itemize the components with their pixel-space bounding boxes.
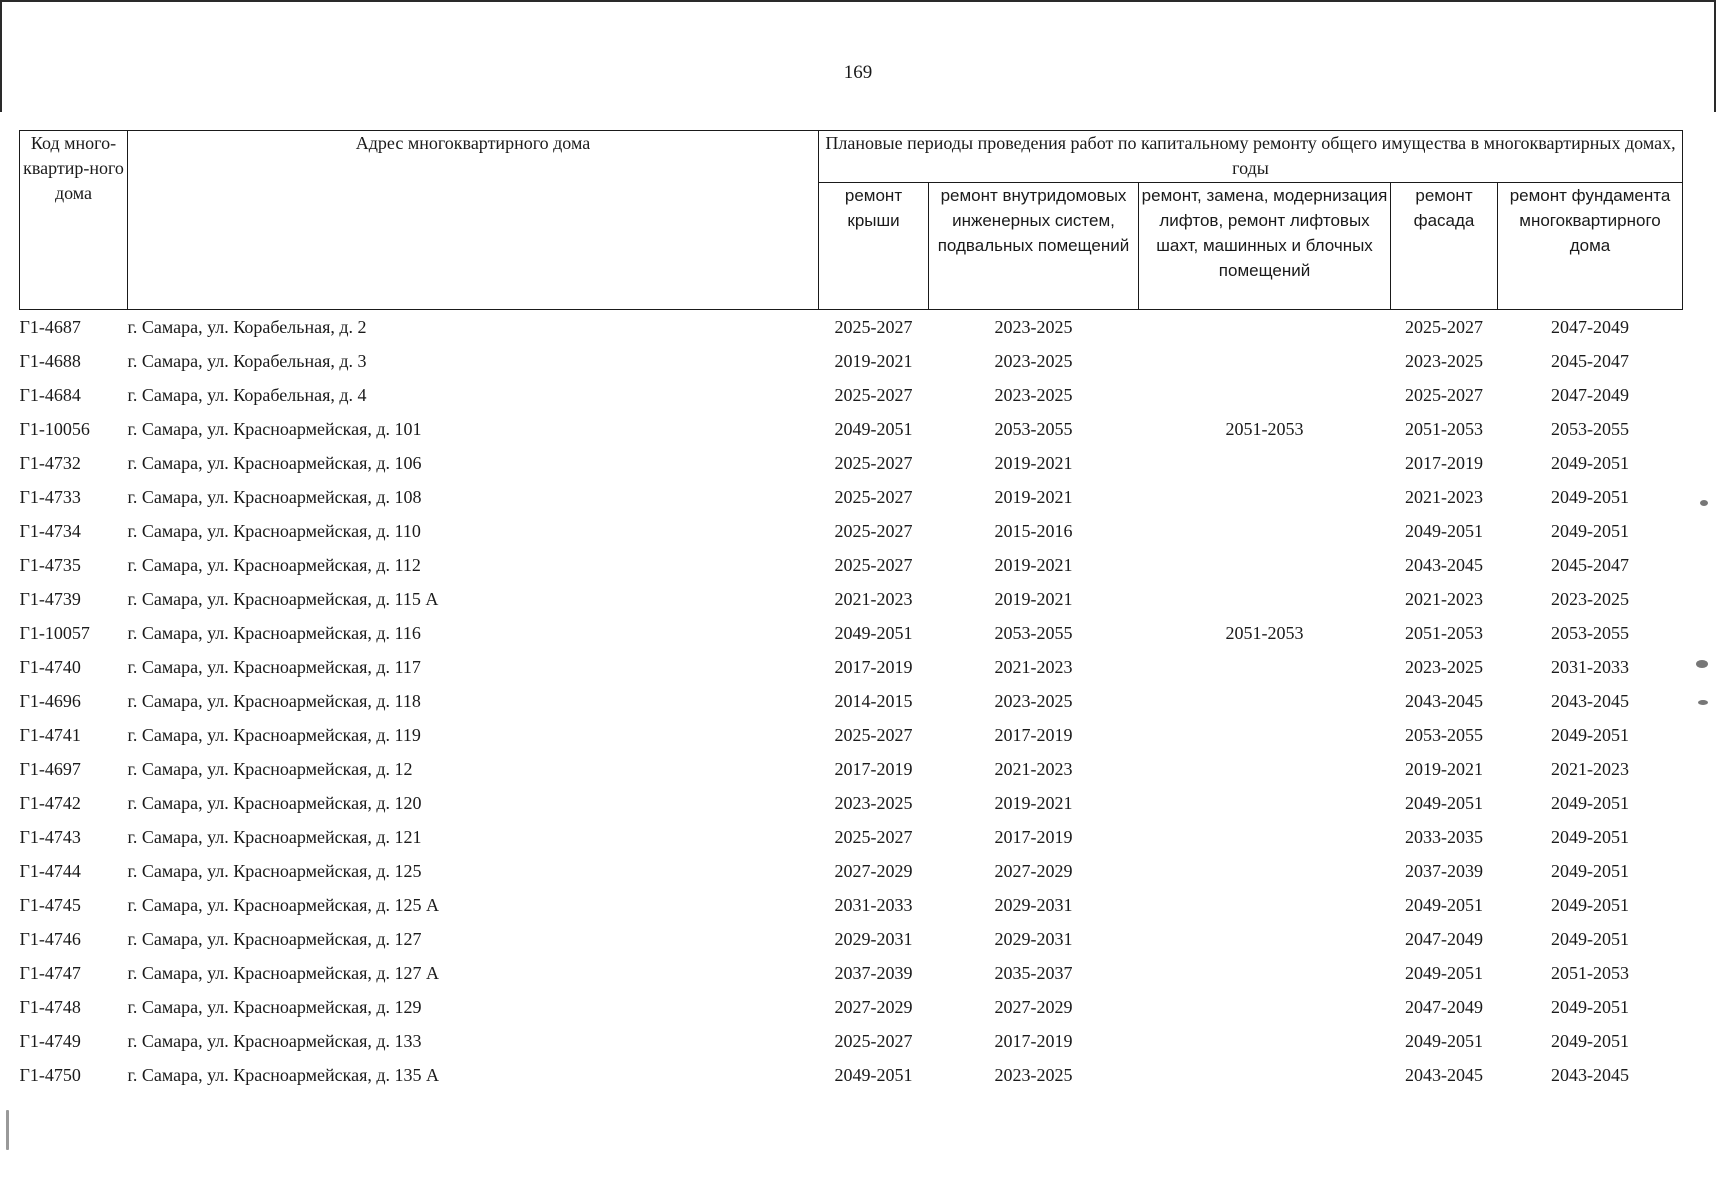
scan-left-border	[0, 0, 2, 112]
cell-elevators	[1139, 378, 1391, 412]
cell-foundation: 2049-2051	[1551, 996, 1629, 1017]
cell-facade: 2021-2023	[1405, 588, 1483, 609]
cell-address: г. Самара, ул. Красноармейская, д. 125	[127, 860, 422, 881]
cell-engineering: 2017-2019	[994, 724, 1073, 745]
cell-elevators	[1139, 888, 1391, 922]
table-row	[20, 820, 1683, 854]
cell-foundation: 2043-2045	[1551, 690, 1629, 711]
cell-engineering: 2053-2055	[994, 418, 1073, 439]
cell-engineering: 2027-2029	[994, 860, 1073, 881]
scan-top-border	[0, 0, 1716, 2]
table-row	[20, 786, 1683, 820]
table-row	[20, 616, 1683, 650]
cell-roof: 2014-2015	[834, 690, 913, 711]
cell-code: Г1-4684	[19, 384, 81, 405]
cell-address: г. Самара, ул. Красноармейская, д. 116	[127, 622, 421, 643]
cell-code: Г1-4733	[19, 486, 81, 507]
cell-address: г. Самара, ул. Красноармейская, д. 127	[127, 928, 422, 949]
cell-foundation: 2049-2051	[1551, 486, 1629, 507]
cell-elevators	[1139, 718, 1391, 752]
cell-engineering: 2023-2025	[994, 384, 1073, 405]
cell-code: Г1-4746	[19, 928, 81, 949]
cell-facade: 2023-2025	[1405, 656, 1483, 677]
header-facade: ремонт фасада	[1391, 183, 1498, 310]
cell-roof: 2017-2019	[834, 758, 913, 779]
cell-engineering: 2021-2023	[994, 656, 1073, 677]
cell-facade: 2051-2053	[1405, 418, 1483, 439]
cell-foundation: 2023-2025	[1551, 588, 1629, 609]
cell-elevators	[1139, 548, 1391, 582]
cell-facade: 2049-2051	[1405, 792, 1483, 813]
cell-address: г. Самара, ул. Красноармейская, д. 12	[127, 758, 413, 779]
cell-code: Г1-4750	[19, 1064, 81, 1085]
cell-foundation: 2049-2051	[1551, 792, 1629, 813]
cell-roof: 2049-2051	[834, 1064, 913, 1085]
cell-facade: 2021-2023	[1405, 486, 1483, 507]
cell-roof: 2025-2027	[834, 486, 913, 507]
cell-address: г. Самара, ул. Красноармейская, д. 125 А	[127, 894, 440, 915]
cell-elevators	[1139, 820, 1391, 854]
capital-repair-table	[19, 130, 1683, 1092]
cell-code: Г1-4696	[19, 690, 81, 711]
cell-address: г. Самара, ул. Красноармейская, д. 120	[127, 792, 422, 813]
cell-elevators	[1139, 990, 1391, 1024]
header-periods: Плановые периоды проведения работ по капитальному ремонту общего имущества в многоквартирных домах, годы	[819, 131, 1683, 183]
cell-facade: 2025-2027	[1405, 316, 1483, 337]
table-row	[20, 854, 1683, 888]
cell-foundation: 2049-2051	[1551, 860, 1629, 881]
cell-foundation: 2053-2055	[1551, 418, 1629, 439]
cell-address: г. Самара, ул. Красноармейская, д. 118	[127, 690, 421, 711]
table-row	[20, 650, 1683, 684]
scan-speck	[1700, 500, 1708, 506]
cell-roof: 2025-2027	[834, 1030, 913, 1051]
cell-elevators	[1139, 514, 1391, 548]
cell-code: Г1-4735	[19, 554, 81, 575]
cell-foundation: 2047-2049	[1551, 384, 1629, 405]
cell-foundation: 2053-2055	[1551, 622, 1629, 643]
cell-roof: 2023-2025	[834, 792, 913, 813]
cell-address: г. Самара, ул. Красноармейская, д. 112	[127, 554, 421, 575]
cell-elevators	[1139, 922, 1391, 956]
cell-engineering: 2027-2029	[994, 996, 1073, 1017]
cell-roof: 2019-2021	[834, 350, 913, 371]
cell-roof: 2049-2051	[834, 418, 913, 439]
cell-engineering: 2019-2021	[994, 588, 1073, 609]
table-row	[20, 1058, 1683, 1092]
cell-elevators: 2051-2053	[1225, 622, 1304, 643]
cell-code: Г1-4688	[19, 350, 81, 371]
cell-facade: 2043-2045	[1405, 554, 1483, 575]
cell-address: г. Самара, ул. Корабельная, д. 4	[127, 384, 367, 405]
cell-address: г. Самара, ул. Красноармейская, д. 115 А	[127, 588, 439, 609]
cell-elevators	[1139, 310, 1391, 345]
cell-address: г. Самара, ул. Красноармейская, д. 101	[127, 418, 422, 439]
table-body	[20, 310, 1683, 1093]
cell-code: Г1-4740	[19, 656, 81, 677]
cell-roof: 2027-2029	[834, 996, 913, 1017]
table-row	[20, 990, 1683, 1024]
cell-address: г. Самара, ул. Красноармейская, д. 117	[127, 656, 421, 677]
cell-elevators	[1139, 480, 1391, 514]
cell-facade: 2049-2051	[1405, 520, 1483, 541]
cell-engineering: 2019-2021	[994, 452, 1073, 473]
cell-foundation: 2049-2051	[1551, 928, 1629, 949]
header-address: Адрес многоквартирного дома	[128, 131, 819, 310]
table-row	[20, 378, 1683, 412]
page-number: 169	[843, 62, 873, 83]
cell-engineering: 2015-2016	[994, 520, 1073, 541]
cell-roof: 2017-2019	[834, 656, 913, 677]
header-engineering: ремонт внутридомовых инженерных систем, подвальных помещений	[929, 183, 1139, 310]
cell-address: г. Самара, ул. Корабельная, д. 2	[127, 316, 367, 337]
table-row	[20, 480, 1683, 514]
cell-foundation: 2049-2051	[1551, 452, 1629, 473]
cell-code: Г1-4697	[19, 758, 81, 779]
cell-roof: 2025-2027	[834, 316, 913, 337]
header-elevators: ремонт, замена, модернизация лифтов, ремонт лифтовых шахт, машинных и блочных помещений	[1139, 183, 1391, 310]
scan-speck	[6, 1110, 9, 1150]
cell-engineering: 2023-2025	[994, 316, 1073, 337]
table-row	[20, 1024, 1683, 1058]
cell-elevators: 2051-2053	[1225, 418, 1304, 439]
table-row	[20, 548, 1683, 582]
table-row	[20, 412, 1683, 446]
cell-facade: 2043-2045	[1405, 1064, 1483, 1085]
cell-engineering: 2017-2019	[994, 1030, 1073, 1051]
cell-engineering: 2019-2021	[994, 486, 1073, 507]
cell-elevators	[1139, 684, 1391, 718]
cell-facade: 2023-2025	[1405, 350, 1483, 371]
cell-roof: 2025-2027	[834, 452, 913, 473]
cell-elevators	[1139, 752, 1391, 786]
cell-elevators	[1139, 582, 1391, 616]
cell-address: г. Самара, ул. Красноармейская, д. 108	[127, 486, 422, 507]
cell-code: Г1-4739	[19, 588, 81, 609]
cell-foundation: 2021-2023	[1551, 758, 1629, 779]
cell-code: Г1-4741	[19, 724, 81, 745]
table-header	[20, 131, 1683, 310]
cell-code: Г1-4687	[19, 316, 81, 337]
cell-foundation: 2031-2033	[1551, 656, 1629, 677]
cell-engineering: 2029-2031	[994, 894, 1073, 915]
cell-facade: 2017-2019	[1405, 452, 1483, 473]
cell-engineering: 2053-2055	[994, 622, 1073, 643]
cell-address: г. Самара, ул. Красноармейская, д. 119	[127, 724, 421, 745]
cell-facade: 2047-2049	[1405, 996, 1483, 1017]
cell-engineering: 2035-2037	[994, 962, 1073, 983]
table-row	[20, 344, 1683, 378]
cell-engineering: 2019-2021	[994, 792, 1073, 813]
cell-roof: 2025-2027	[834, 520, 913, 541]
cell-facade: 2033-2035	[1405, 826, 1483, 847]
cell-foundation: 2045-2047	[1551, 554, 1629, 575]
cell-foundation: 2043-2045	[1551, 1064, 1629, 1085]
cell-elevators	[1139, 1024, 1391, 1058]
cell-code: Г1-4743	[19, 826, 81, 847]
cell-facade: 2049-2051	[1405, 894, 1483, 915]
cell-code: Г1-4745	[19, 894, 81, 915]
cell-engineering: 2021-2023	[994, 758, 1073, 779]
table-row	[20, 922, 1683, 956]
cell-foundation: 2051-2053	[1551, 962, 1629, 983]
table-row	[20, 684, 1683, 718]
cell-roof: 2037-2039	[834, 962, 913, 983]
cell-foundation: 2049-2051	[1551, 724, 1629, 745]
cell-roof: 2021-2023	[834, 588, 913, 609]
header-code: Код много-квартир-ного дома	[20, 131, 128, 310]
table-row	[20, 514, 1683, 548]
cell-facade: 2019-2021	[1405, 758, 1483, 779]
cell-roof: 2025-2027	[834, 724, 913, 745]
scan-speck	[1698, 700, 1708, 705]
cell-address: г. Самара, ул. Корабельная, д. 3	[127, 350, 367, 371]
table-row	[20, 718, 1683, 752]
cell-engineering: 2017-2019	[994, 826, 1073, 847]
table-row	[20, 752, 1683, 786]
cell-roof: 2025-2027	[834, 554, 913, 575]
table-row	[20, 446, 1683, 480]
cell-code: Г1-10056	[19, 418, 90, 439]
cell-elevators	[1139, 344, 1391, 378]
cell-foundation: 2049-2051	[1551, 894, 1629, 915]
cell-address: г. Самара, ул. Красноармейская, д. 106	[127, 452, 422, 473]
cell-foundation: 2047-2049	[1551, 316, 1629, 337]
table-row	[20, 310, 1683, 345]
cell-address: г. Самара, ул. Красноармейская, д. 133	[127, 1030, 422, 1051]
cell-code: Г1-10057	[19, 622, 90, 643]
cell-facade: 2053-2055	[1405, 724, 1483, 745]
cell-code: Г1-4732	[19, 452, 81, 473]
cell-facade: 2049-2051	[1405, 1030, 1483, 1051]
table-row	[20, 956, 1683, 990]
cell-address: г. Самара, ул. Красноармейская, д. 129	[127, 996, 422, 1017]
table-row	[20, 582, 1683, 616]
cell-facade: 2051-2053	[1405, 622, 1483, 643]
cell-engineering: 2023-2025	[994, 350, 1073, 371]
cell-roof: 2031-2033	[834, 894, 913, 915]
cell-code: Г1-4748	[19, 996, 81, 1017]
cell-foundation: 2049-2051	[1551, 826, 1629, 847]
cell-elevators	[1139, 956, 1391, 990]
cell-code: Г1-4744	[19, 860, 81, 881]
cell-engineering: 2019-2021	[994, 554, 1073, 575]
cell-engineering: 2029-2031	[994, 928, 1073, 949]
cell-roof: 2027-2029	[834, 860, 913, 881]
cell-roof: 2025-2027	[834, 384, 913, 405]
cell-facade: 2025-2027	[1405, 384, 1483, 405]
cell-elevators	[1139, 650, 1391, 684]
header-foundation: ремонт фундамента многоквартирного дома	[1498, 183, 1683, 310]
cell-engineering: 2023-2025	[994, 690, 1073, 711]
cell-elevators	[1139, 1058, 1391, 1092]
cell-facade: 2047-2049	[1405, 928, 1483, 949]
cell-engineering: 2023-2025	[994, 1064, 1073, 1085]
cell-roof: 2029-2031	[834, 928, 913, 949]
cell-code: Г1-4747	[19, 962, 81, 983]
cell-elevators	[1139, 446, 1391, 480]
cell-code: Г1-4749	[19, 1030, 81, 1051]
cell-roof: 2025-2027	[834, 826, 913, 847]
cell-foundation: 2045-2047	[1551, 350, 1629, 371]
cell-roof: 2049-2051	[834, 622, 913, 643]
cell-address: г. Самара, ул. Красноармейская, д. 135 А	[127, 1064, 440, 1085]
cell-elevators	[1139, 786, 1391, 820]
cell-address: г. Самара, ул. Красноармейская, д. 121	[127, 826, 422, 847]
cell-elevators	[1139, 854, 1391, 888]
scan-speck	[1696, 660, 1708, 668]
cell-facade: 2043-2045	[1405, 690, 1483, 711]
header-roof: ремонт крыши	[819, 183, 929, 310]
cell-foundation: 2049-2051	[1551, 520, 1629, 541]
cell-facade: 2037-2039	[1405, 860, 1483, 881]
cell-address: г. Самара, ул. Красноармейская, д. 127 А	[127, 962, 440, 983]
cell-code: Г1-4742	[19, 792, 81, 813]
cell-address: г. Самара, ул. Красноармейская, д. 110	[127, 520, 421, 541]
cell-code: Г1-4734	[19, 520, 81, 541]
table-row	[20, 888, 1683, 922]
cell-foundation: 2049-2051	[1551, 1030, 1629, 1051]
cell-facade: 2049-2051	[1405, 962, 1483, 983]
